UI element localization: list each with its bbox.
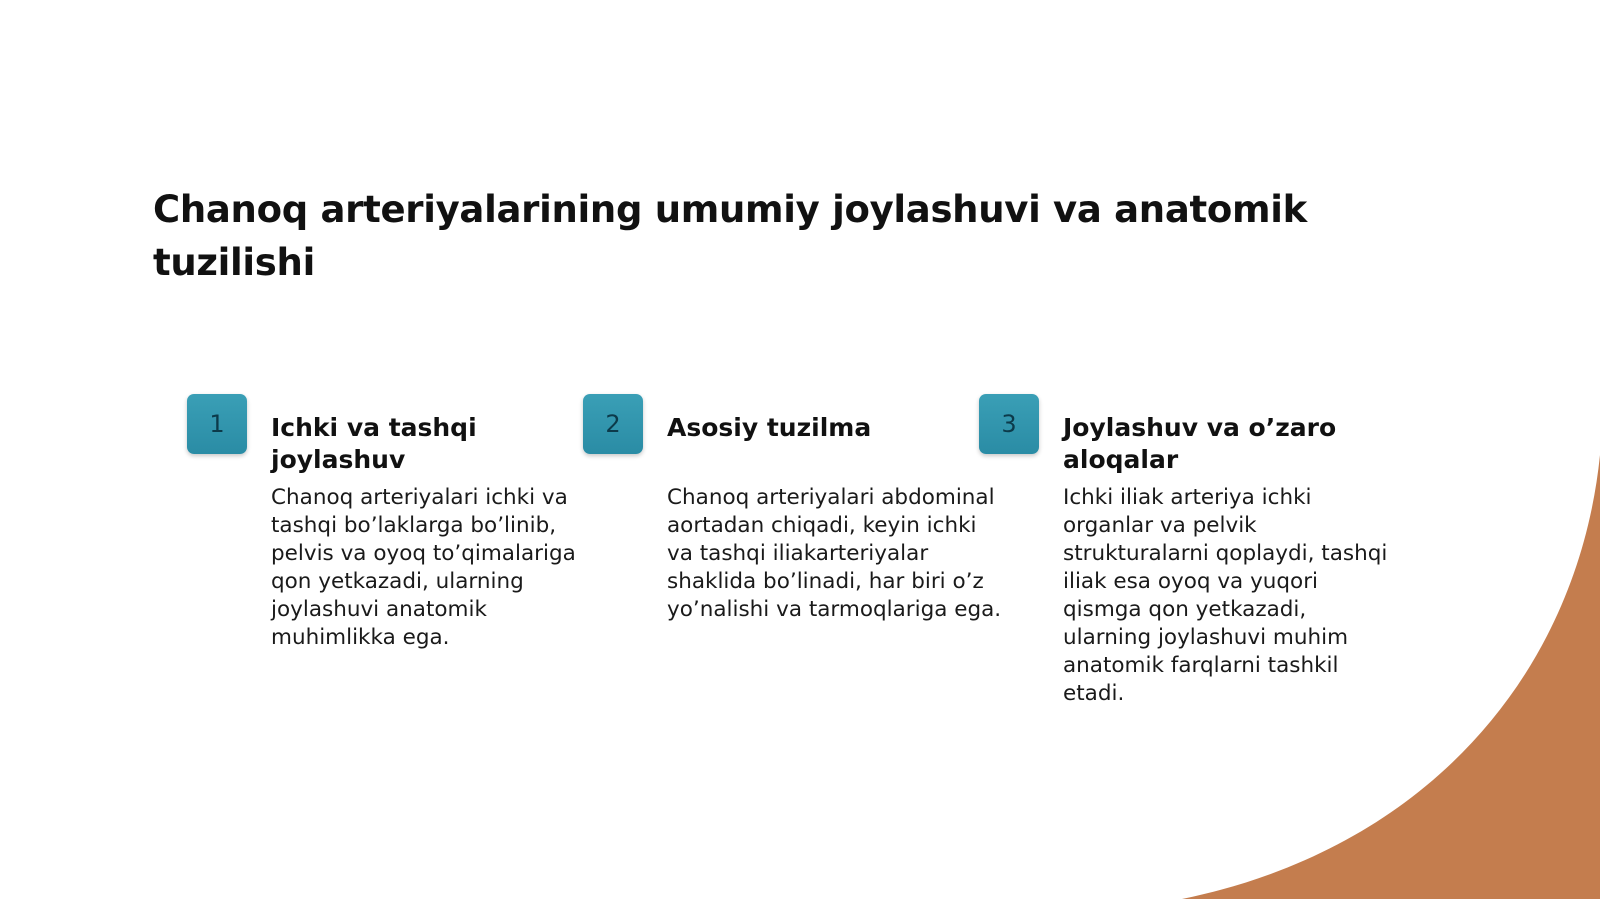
item-description: Ichki iliak arteriya ichki organlar va pelvik strukturalarni qoplaydi, tashqi iliak esa oyoq va yuqori qismga qon yetkazadi, ularning joylashuvi muhim anatomik farqlarni tashkil etadi. — [1063, 485, 1388, 706]
item-card-1 — [187, 394, 577, 734]
number-badge: 1 — [187, 394, 247, 454]
item-description: Chanoq arteriyalari ichki va tashqi bo’laklarga bo’linib, pelvis va oyoq to’qimalariga qon yetkazadi, ularning joylashuvi anatomik muhimlikka ega. — [271, 485, 576, 650]
item-heading: Asosiy tuzilma — [667, 413, 872, 442]
item-heading: Joylashuv va o’zaro aloqalar — [1063, 413, 1337, 474]
number-badge: 3 — [979, 394, 1039, 454]
item-heading: Ichki va tashqi joylashuv — [271, 413, 477, 474]
number-badge: 2 — [583, 394, 643, 454]
item-card-3 — [979, 394, 1399, 734]
item-description: Chanoq arteriyalari abdominal aortadan chiqadi, keyin ichki va tashqi iliakarteriyalar shaklida bo’linadi, har biri o’z yo’nalishi va tarmoqlariga ega. — [667, 485, 1002, 622]
item-card-2 — [583, 394, 1003, 734]
slide-title: Chanoq arteriyalarining umumiy joylashuvi va anatomik tuzilishi — [153, 188, 1307, 284]
